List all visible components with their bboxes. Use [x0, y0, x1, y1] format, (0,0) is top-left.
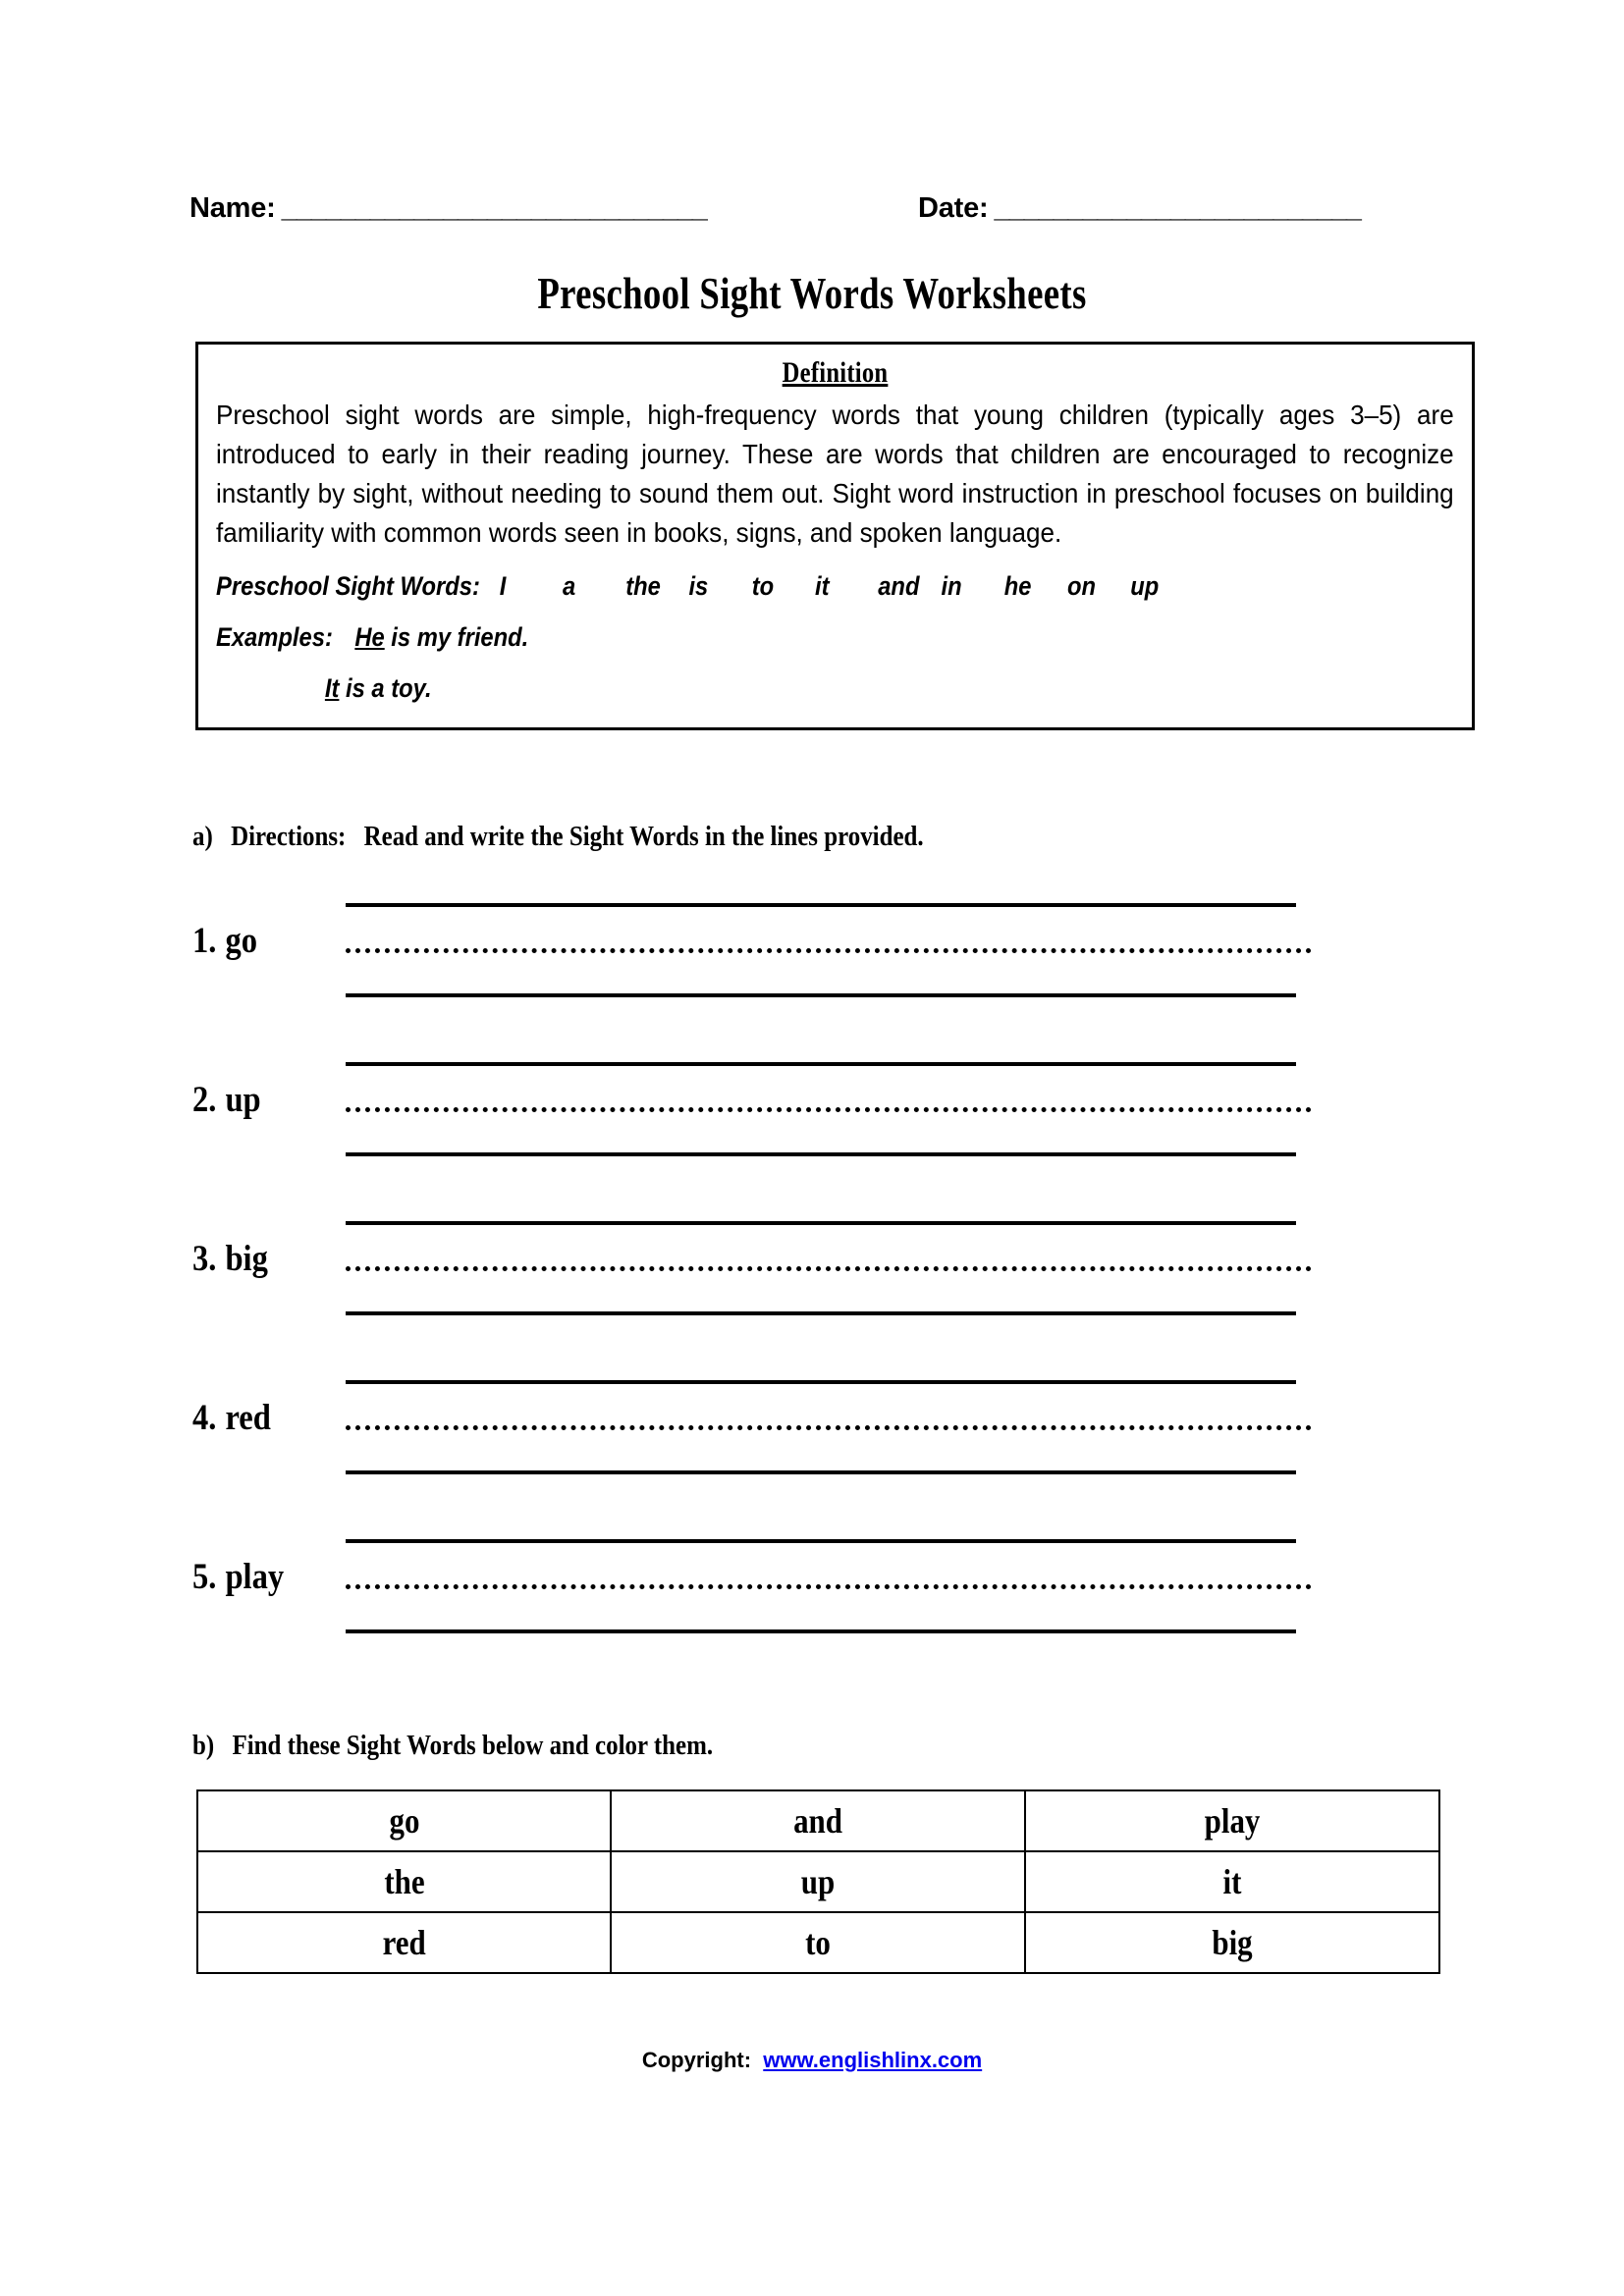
student-info-header — [189, 192, 1446, 238]
handwriting-guideline — [346, 1062, 1296, 1066]
handwriting-lines[interactable] — [346, 1031, 1449, 1178]
name-field — [189, 192, 707, 225]
sight-word-a: a — [562, 571, 576, 601]
word-cell-the[interactable] — [197, 1851, 611, 1912]
sight-word-is: is — [688, 571, 709, 601]
practice-row — [192, 1190, 1449, 1349]
definition-box — [195, 342, 1475, 730]
word-cell-and[interactable] — [611, 1790, 1025, 1851]
sight-word-he: he — [1003, 571, 1032, 601]
handwriting-lines[interactable] — [346, 1508, 1449, 1655]
table-row — [197, 1790, 1439, 1851]
word-cell-label: it — [1222, 1862, 1242, 1901]
date-field — [918, 192, 1361, 225]
examples-line-1 — [216, 612, 1306, 663]
page-title: Preschool Sight Words Worksheets — [537, 268, 1087, 318]
handwriting-guideline — [346, 1152, 1296, 1156]
sight-words-list — [486, 571, 1180, 601]
handwriting-guideline — [346, 1221, 1296, 1225]
word-cell-label: big — [1212, 1923, 1253, 1962]
handwriting-midline-dotted — [346, 1266, 1312, 1271]
practice-row-label — [192, 1556, 322, 1598]
table-row — [197, 1851, 1439, 1912]
copyright-label: Copyright: — [641, 2048, 752, 2072]
sight-word-on: on — [1066, 571, 1097, 601]
section-a-heading — [192, 821, 924, 853]
examples-label: Examples: — [216, 622, 333, 652]
practice-row-number: 2. — [192, 1080, 217, 1120]
practice-row-word: go — [225, 921, 257, 961]
section-b-heading — [192, 1730, 713, 1762]
sight-words-color-table — [196, 1789, 1440, 1974]
table-row — [197, 1912, 1439, 1973]
sight-words-label: Preschool Sight Words: — [216, 571, 480, 601]
sight-words-line — [216, 561, 1306, 612]
handwriting-guideline — [346, 993, 1296, 997]
word-cell-play[interactable] — [1025, 1790, 1439, 1851]
word-cell-label: up — [800, 1862, 836, 1901]
practice-row-number: 4. — [192, 1398, 217, 1438]
sight-word-in: in — [941, 571, 962, 601]
example-1-underlined: He — [354, 622, 385, 652]
practice-row-label — [192, 1397, 322, 1439]
example-2-rest: is a toy. — [339, 673, 432, 703]
copyright-footer — [0, 2048, 1624, 2073]
sight-word-and: and — [878, 571, 920, 601]
practice-row — [192, 1031, 1449, 1190]
word-cell-it[interactable] — [1025, 1851, 1439, 1912]
word-cell-label: the — [383, 1862, 425, 1901]
word-cell-up[interactable] — [611, 1851, 1025, 1912]
word-cell-label: red — [382, 1923, 426, 1962]
word-cell-label: go — [389, 1801, 419, 1841]
sight-word-the: the — [625, 571, 661, 601]
practice-row — [192, 872, 1449, 1031]
date-label: Date: — [918, 192, 989, 224]
name-blank-line[interactable]: _____________________________ — [281, 192, 707, 224]
englishlinx-link[interactable]: www.englishlinx.com — [763, 2048, 983, 2072]
word-cell-label: play — [1204, 1801, 1261, 1841]
handwriting-guideline — [346, 1470, 1296, 1474]
word-cell-label: to — [805, 1923, 831, 1962]
sight-word-practice-rows — [192, 872, 1449, 1667]
word-cell-label: and — [793, 1801, 842, 1841]
section-a-letter: a) — [192, 821, 213, 852]
practice-row-label — [192, 920, 322, 962]
handwriting-lines[interactable] — [346, 1190, 1449, 1337]
handwriting-guideline — [346, 1380, 1296, 1384]
definition-paragraph: Preschool sight words are simple, high-frequency words that young children (typically ages 3–5) are introduced to early in their reading journey. These are words that children are encouraged to recognize instantly by sight, without needing to sound them out. Sight word instruction in preschool focuses on building familiarity with common words seen in books, signs, and spoken language. — [216, 400, 1454, 548]
practice-row — [192, 1349, 1449, 1508]
examples-line-2 — [216, 663, 1306, 714]
handwriting-guideline — [346, 1311, 1296, 1315]
word-cell-big[interactable] — [1025, 1912, 1439, 1973]
handwriting-midline-dotted — [346, 1107, 1312, 1112]
practice-row-word: red — [225, 1398, 271, 1438]
handwriting-lines[interactable] — [346, 1349, 1449, 1496]
word-cell-go[interactable] — [197, 1790, 611, 1851]
handwriting-midline-dotted — [346, 948, 1312, 953]
section-b-letter: b) — [192, 1730, 215, 1761]
example-1-rest: is my friend. — [384, 622, 529, 652]
practice-row-label — [192, 1079, 322, 1121]
date-blank-line[interactable]: _________________________ — [994, 192, 1361, 224]
practice-row-label — [192, 1238, 322, 1280]
handwriting-midline-dotted — [346, 1425, 1312, 1430]
practice-row-number: 1. — [192, 921, 217, 961]
section-a-directions-label: Directions: — [231, 821, 347, 852]
word-cell-red[interactable] — [197, 1912, 611, 1973]
sight-word-up: up — [1130, 571, 1160, 601]
handwriting-midline-dotted — [346, 1584, 1312, 1589]
handwriting-lines[interactable] — [346, 872, 1449, 1019]
sight-word-I: I — [499, 571, 507, 601]
handwriting-guideline — [346, 1539, 1296, 1543]
sight-word-it: it — [814, 571, 830, 601]
sight-word-to: to — [751, 571, 775, 601]
handwriting-guideline — [346, 1629, 1296, 1633]
practice-row-word: up — [225, 1080, 261, 1120]
handwriting-guideline — [346, 903, 1296, 907]
definition-heading: Definition — [782, 356, 889, 389]
practice-row-word: play — [225, 1557, 285, 1597]
section-a-directions-text: Read and write the Sight Words in the lines provided. — [363, 821, 924, 852]
practice-row-number: 5. — [192, 1557, 217, 1597]
practice-row — [192, 1508, 1449, 1667]
practice-row-number: 3. — [192, 1239, 217, 1279]
word-cell-to[interactable] — [611, 1912, 1025, 1973]
name-label: Name: — [189, 192, 276, 224]
practice-row-word: big — [225, 1239, 268, 1279]
example-2-underlined: It — [324, 673, 340, 703]
section-b-instruction: Find these Sight Words below and color them. — [232, 1730, 714, 1761]
